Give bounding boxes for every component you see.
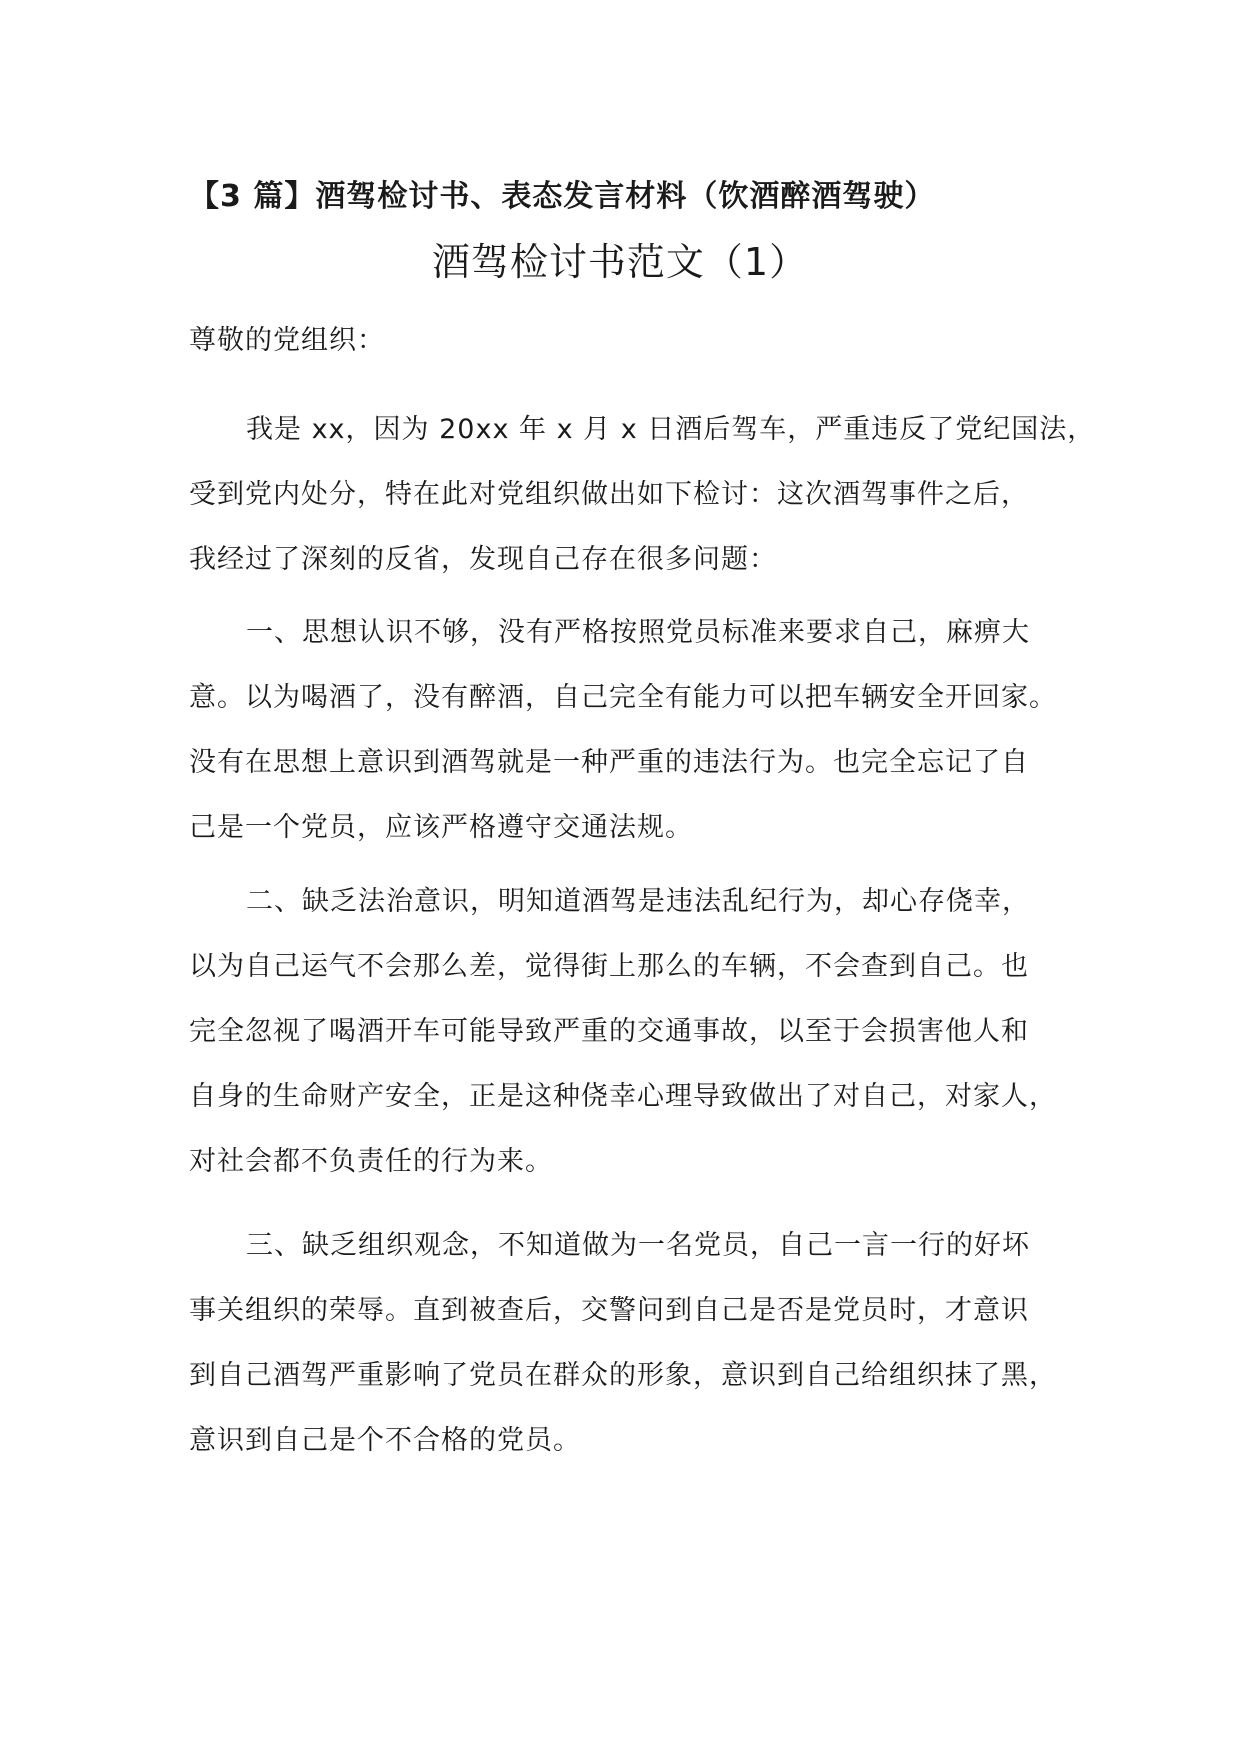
document-main-heading: 【3 篇】酒驾检讨书、表态发言材料（饮酒醉酒驾驶） [189, 179, 936, 214]
paragraph-line: 完全忽视了喝酒开车可能导致严重的交通事故，以至于会损害他人和 [189, 1016, 1029, 1047]
paragraph-line: 受到党内处分，特在此对党组织做出如下检讨：这次酒驾事件之后， [189, 479, 1029, 510]
paragraph-line: 意识到自己是个不合格的党员。 [189, 1425, 581, 1456]
paragraph-line: 事关组织的荣辱。直到被查后，交警问到自己是否是党员时，才意识 [189, 1295, 1029, 1326]
paragraph-line: 己是一个党员，应该严格遵守交通法规。 [189, 812, 693, 843]
paragraph-line: 以为自己运气不会那么差，觉得街上那么的车辆，不会查到自己。也 [189, 951, 1029, 982]
paragraph-line: 自身的生命财产安全，正是这种侥幸心理导致做出了对自己，对家人， [189, 1081, 1057, 1112]
document-sub-heading: 酒驾检讨书范文（1） [431, 240, 809, 284]
paragraph-point-3 [189, 1213, 1065, 1473]
paragraph-line: 三、缺乏组织观念，不知道做为一名党员，自己一言一行的好坏 [246, 1230, 1030, 1261]
paragraph-line: 没有在思想上意识到酒驾就是一种严重的违法行为。也完全忘记了自 [189, 747, 1029, 778]
paragraph-intro [189, 397, 1096, 592]
paragraph-point-2 [189, 869, 1065, 1194]
paragraph-line: 意。以为喝酒了，没有醉酒，自己完全有能力可以把车辆安全开回家。 [189, 682, 1057, 713]
paragraph-line: 一、思想认识不够，没有严格按照党员标准来要求自己，麻痹大 [246, 617, 1030, 648]
salutation [189, 308, 1065, 373]
paragraph-line: 二、缺乏法治意识，明知道酒驾是违法乱纪行为，却心存侥幸， [246, 886, 1030, 917]
paragraph-line: 对社会都不负责任的行为来。 [189, 1146, 553, 1177]
paragraph-line: 我是 xx，因为 20xx 年 x 月 x 日酒后驾车，严重违反了党纪国法， [246, 414, 1096, 445]
paragraph-line: 到自己酒驾严重影响了党员在群众的形象，意识到自己给组织抹了黑， [189, 1360, 1057, 1391]
paragraph-point-1 [189, 600, 1065, 860]
salutation-text: 尊敬的党组织： [189, 325, 385, 356]
paragraph-line: 我经过了深刻的反省，发现自己存在很多问题： [189, 544, 777, 575]
